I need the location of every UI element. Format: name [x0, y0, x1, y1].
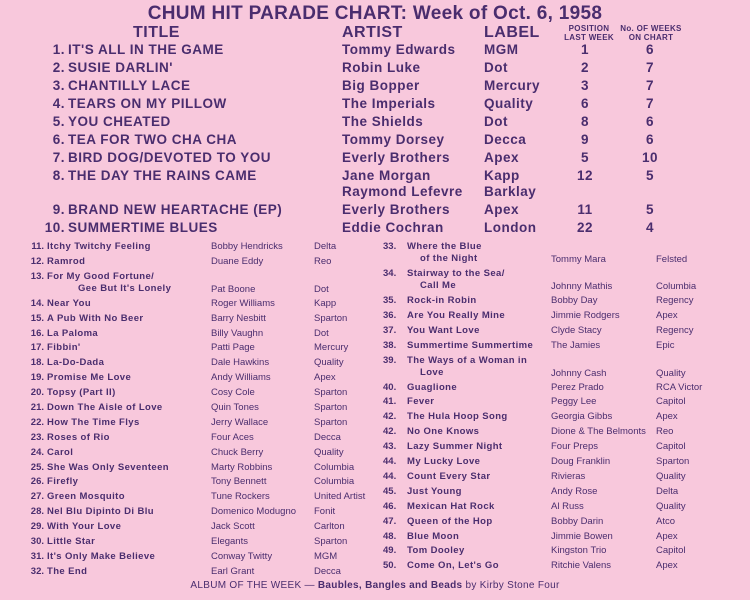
artist-name: Bobby Darin — [551, 515, 604, 527]
artist-name: Tommy Dorsey — [342, 132, 445, 147]
song-title: Near You — [47, 297, 92, 309]
song-title: TEA FOR TWO CHA CHA — [68, 132, 237, 147]
rank-number: 9. — [52, 202, 65, 217]
last-week-position: 3 — [580, 78, 589, 93]
song-title: THE DAY THE RAINS CAME — [68, 168, 257, 183]
song-title: The Hula Hoop Song — [407, 411, 508, 423]
artist-name: Eddie Cochran — [342, 220, 444, 235]
rank-number: 42. — [383, 426, 397, 438]
artist-name: Marty Robbins — [211, 461, 273, 473]
record-label: Quality — [484, 96, 534, 111]
weeks-on-chart: 4 — [645, 220, 654, 235]
artist-name: Domenico Modugno — [211, 506, 297, 518]
artist-name: Tune Rockers — [211, 491, 270, 503]
song-title: For My Good Fortune/ — [47, 270, 155, 282]
weeks-on-chart: 7 — [645, 96, 654, 111]
artist-name: Billy Vaughn — [211, 327, 264, 339]
song-title: Just Young — [407, 485, 462, 497]
artist-name: Patti Page — [211, 342, 255, 354]
record-label: Capitol — [656, 396, 686, 408]
album-of-the-week — [0, 580, 750, 591]
artist-name: Andy Williams — [211, 372, 271, 384]
artist-name: Tony Bennett — [211, 476, 267, 488]
song-title: Are You Really Mine — [407, 309, 506, 321]
song-title: A Pub With No Beer — [47, 312, 144, 324]
rank-number: 25. — [30, 461, 44, 473]
weeks-on-chart: 7 — [645, 60, 654, 75]
weeks-on-chart: 5 — [645, 168, 654, 183]
song-title-continued: Call Me — [420, 280, 457, 292]
rank-number: 6. — [52, 132, 65, 147]
rank-number: 16. — [30, 327, 44, 339]
rank-number: 1. — [52, 42, 65, 57]
artist-name: Conway Twitty — [211, 550, 273, 562]
rank-number: 28. — [30, 506, 44, 518]
last-week-position: 22 — [576, 220, 594, 235]
rank-number: 30. — [30, 536, 44, 548]
song-title: Little Star — [47, 536, 96, 548]
song-title: Summertime Summertime — [407, 339, 534, 351]
artist-name: Pat Boone — [211, 283, 256, 295]
record-label: Dot — [314, 283, 329, 295]
rank-number: 27. — [30, 491, 44, 503]
rank-number: 4. — [52, 96, 65, 111]
album-artist: by Kirby Stone Four — [465, 580, 560, 591]
song-title: Green Mosquito — [47, 491, 125, 503]
artist-name: Tommy Mara — [551, 254, 606, 266]
rank-number: 48. — [383, 530, 397, 542]
rank-number: 11. — [31, 241, 44, 252]
song-title: Roses of Rio — [47, 431, 110, 443]
song-title: The End — [47, 565, 88, 577]
song-title: Lazy Summer Night — [407, 441, 503, 453]
rank-number: 21. — [30, 402, 44, 414]
song-title: How The Time Flys — [47, 416, 140, 428]
artist-name: Barry Nesbitt — [211, 312, 266, 324]
last-week-position: 11 — [577, 202, 593, 217]
song-title: She Was Only Seventeen — [47, 461, 169, 473]
record-label: Apex — [484, 202, 520, 217]
column-title-header: TITLE — [133, 24, 180, 41]
album-prefix: ALBUM OF THE WEEK — — [190, 580, 315, 591]
rank-number: 3. — [52, 78, 65, 93]
weeks-on-chart: 6 — [645, 132, 654, 147]
column-label-header: LABEL — [484, 24, 540, 41]
column-artist-header: ARTIST — [342, 24, 403, 41]
song-title: YOU CHEATED — [68, 114, 171, 129]
song-title: La-Do-Dada — [47, 357, 105, 369]
record-label: Mercury — [484, 78, 541, 93]
song-title: CHANTILLY LACE — [68, 78, 191, 93]
artist-name: Four Preps — [551, 441, 598, 453]
song-title: Ramrod — [47, 255, 86, 267]
artist-name: Duane Eddy — [211, 255, 264, 267]
rank-number: 13. — [30, 270, 44, 282]
song-title: Fever — [407, 396, 435, 408]
song-title: The Ways of a Woman in — [407, 354, 528, 366]
rank-number: 32. — [30, 565, 44, 577]
record-label: Capitol — [656, 545, 686, 557]
song-title: Tom Dooley — [407, 545, 465, 557]
rank-number: 7. — [52, 150, 65, 165]
last-week-position: 1 — [580, 42, 589, 57]
song-title: Rock-in Robin — [407, 295, 477, 307]
record-label: Decca — [314, 565, 341, 577]
record-label: Sparton — [314, 402, 348, 414]
record-label: Quality — [656, 500, 686, 512]
artist-name: Jimmie Bowen — [551, 530, 613, 542]
artist-name: Roger Williams — [211, 297, 275, 309]
rank-number: 39. — [383, 354, 397, 366]
artist-name: Robin Luke — [342, 60, 421, 75]
rank-number: 29. — [30, 521, 44, 533]
rank-number: 5. — [52, 114, 65, 129]
rank-number: 12. — [30, 255, 44, 267]
record-label-secondary: Barklay — [484, 184, 537, 199]
record-label: Felsted — [656, 254, 688, 266]
song-title: Count Every Star — [407, 470, 491, 482]
record-label: Decca — [484, 132, 527, 147]
song-title-continued: Love — [420, 366, 444, 378]
artist-name: The Jamies — [551, 339, 601, 351]
record-label: Columbia — [314, 476, 355, 488]
song-title: SUMMERTIME BLUES — [68, 220, 218, 235]
rank-number: 26. — [30, 476, 44, 488]
song-title: Down The Aisle of Love — [47, 402, 163, 414]
artist-name: Al Russ — [551, 500, 584, 512]
rank-number: 35. — [383, 295, 397, 307]
record-label: MGM — [314, 550, 338, 562]
song-title: BRAND NEW HEARTACHE (EP) — [68, 202, 283, 217]
artist-name: Kingston Trio — [551, 545, 607, 557]
record-label: Regency — [656, 295, 694, 307]
record-label: Delta — [314, 241, 337, 252]
record-label: Sparton — [314, 312, 348, 324]
record-label: Reo — [656, 426, 674, 438]
artist-name: Johnny Cash — [551, 367, 607, 379]
rank-number: 23. — [30, 431, 44, 443]
song-title: You Want Love — [407, 324, 480, 336]
record-label: Capitol — [656, 441, 686, 453]
rank-number: 24. — [30, 446, 44, 458]
song-title: TEARS ON MY PILLOW — [68, 96, 227, 111]
record-label: Fonit — [314, 506, 336, 518]
song-title: My Lucky Love — [407, 456, 481, 468]
rank-number: 45. — [383, 485, 397, 497]
song-title: BIRD DOG/DEVOTED TO YOU — [68, 150, 272, 165]
rank-number: 49. — [383, 545, 397, 557]
rank-number: 10. — [44, 220, 65, 235]
artist-name: Jimmie Rodgers — [551, 309, 620, 321]
artist-name: Doug Franklin — [551, 456, 611, 468]
artist-name: Big Bopper — [342, 78, 420, 93]
artist-name: Andy Rose — [551, 485, 598, 497]
last-week-position: 12 — [576, 168, 594, 183]
artist-name: Peggy Lee — [551, 396, 597, 408]
record-label: Delta — [656, 485, 679, 497]
record-label: Sparton — [314, 536, 348, 548]
rank-number: 17. — [30, 342, 44, 354]
artist-name: Everly Brothers — [342, 202, 451, 217]
rank-number: 8. — [52, 168, 65, 183]
artist-name: Earl Grant — [211, 565, 255, 577]
record-label: Atco — [656, 515, 676, 527]
weeks-on-chart: 10 — [641, 150, 659, 165]
song-title: SUSIE DARLIN' — [68, 60, 173, 75]
record-label: Dot — [484, 60, 508, 75]
record-label: Apex — [314, 372, 336, 384]
record-label: Sparton — [314, 416, 348, 428]
artist-name: Perez Prado — [551, 381, 604, 393]
song-title: Itchy Twitchy Feeling — [47, 241, 151, 252]
record-label: Decca — [314, 431, 341, 443]
rank-number: 31. — [30, 550, 44, 562]
rank-number: 44. — [383, 470, 397, 482]
artist-name: Clyde Stacy — [551, 324, 602, 336]
rank-number: 44. — [383, 456, 397, 468]
rank-number: 14. — [30, 297, 44, 309]
song-title: Mexican Hat Rock — [407, 500, 495, 512]
artist-name: Four Aces — [211, 431, 254, 443]
song-title: Nel Blu Dipinto Di Blu — [47, 506, 154, 518]
record-label: Apex — [656, 530, 678, 542]
artist-name: Cosy Cole — [211, 387, 255, 399]
artist-name: The Imperials — [342, 96, 436, 111]
artist-name: Rivieras — [551, 470, 586, 482]
song-title: Blue Moon — [407, 530, 460, 542]
song-title: Topsy (Part II) — [47, 387, 116, 399]
song-title-continued: of the Night — [420, 253, 478, 265]
last-week-position: 6 — [580, 96, 589, 111]
last-week-position: 5 — [580, 150, 589, 165]
column-position-header: POSITION LAST WEEK — [564, 24, 614, 42]
song-title: Stairway to the Sea/ — [407, 268, 505, 279]
record-label: Sparton — [656, 456, 690, 468]
rank-number: 46. — [383, 500, 397, 512]
record-label: Quality — [314, 357, 344, 369]
record-label: Epic — [656, 339, 675, 351]
record-label: Regency — [656, 324, 694, 336]
record-label: Mercury — [314, 342, 349, 354]
song-title: Fibbin' — [47, 342, 81, 354]
song-title: Carol — [47, 446, 74, 458]
weeks-on-chart: 6 — [645, 42, 654, 57]
artist-name: Georgia Gibbs — [551, 411, 613, 423]
record-label: Apex — [656, 560, 678, 572]
artist-name: Everly Brothers — [342, 150, 451, 165]
artist-name: Tommy Edwards — [342, 42, 456, 57]
record-label: Dot — [314, 327, 329, 339]
song-title: Firefly — [47, 476, 79, 488]
artist-name: Chuck Berry — [211, 446, 264, 458]
rank-number: 50. — [383, 560, 397, 572]
album-title: Baubles, Bangles and Beads — [317, 580, 463, 591]
artist-name: Ritchie Valens — [551, 560, 612, 572]
rank-number: 15. — [30, 312, 44, 324]
rank-number: 36. — [383, 309, 397, 321]
record-label: London — [484, 220, 537, 235]
song-title: It's Only Make Believe — [47, 550, 156, 562]
record-label: Quality — [314, 446, 344, 458]
rank-number: 34. — [383, 268, 397, 279]
record-label: Reo — [314, 255, 332, 267]
record-label: Columbia — [656, 281, 697, 293]
rank-number: 2. — [52, 60, 65, 75]
record-label: RCA Victor — [656, 381, 703, 393]
record-label: Carlton — [314, 521, 345, 533]
last-week-position: 9 — [580, 132, 589, 147]
record-label: Sparton — [314, 387, 348, 399]
song-title: Queen of the Hop — [407, 515, 493, 527]
page-title: CHUM HIT PARADE CHART: Week of Oct. 6, 1958 — [147, 3, 603, 24]
rank-number: 40. — [383, 381, 397, 393]
artist-name: Jane Morgan — [342, 168, 431, 183]
artist-name: Bobby Hendricks — [211, 241, 283, 252]
record-label: Kapp — [314, 297, 337, 309]
record-label: Dot — [484, 114, 508, 129]
rank-number: 37. — [383, 324, 397, 336]
record-label: MGM — [484, 42, 519, 57]
record-label: Apex — [656, 411, 678, 423]
song-title: IT'S ALL IN THE GAME — [68, 42, 224, 57]
artist-name: Elegants — [211, 536, 248, 548]
weeks-on-chart: 6 — [645, 114, 654, 129]
artist-name: Dale Hawkins — [211, 357, 270, 369]
column-weeks-header: No. OF WEEKS ON CHART — [620, 24, 682, 42]
song-title: Where the Blue — [407, 241, 482, 252]
song-title: Guaglione — [407, 381, 458, 393]
rank-number: 19. — [30, 372, 44, 384]
artist-name: Jerry Wallace — [211, 416, 269, 428]
song-title: Come On, Let's Go — [407, 560, 499, 572]
last-week-position: 8 — [580, 114, 589, 129]
song-title: La Paloma — [47, 327, 99, 339]
artist-name: Quin Tones — [211, 402, 259, 414]
rank-number: 47. — [383, 515, 397, 527]
record-label: Quality — [656, 367, 686, 379]
artist-name: Johnny Mathis — [551, 281, 613, 293]
rank-number: 43. — [383, 441, 397, 453]
last-week-position: 2 — [580, 60, 589, 75]
song-title: No One Knows — [407, 426, 480, 438]
song-title: Promise Me Love — [47, 372, 132, 384]
record-label: Columbia — [314, 461, 355, 473]
artist-name: The Shields — [342, 114, 424, 129]
artist-name: Jack Scott — [211, 521, 255, 533]
rank-number: 42. — [383, 411, 397, 423]
weeks-on-chart: 5 — [645, 202, 654, 217]
record-label: Apex — [484, 150, 520, 165]
record-label: Kapp — [484, 168, 520, 183]
song-title: With Your Love — [47, 521, 122, 533]
song-title-continued: Gee But It's Lonely — [78, 283, 172, 295]
record-label: Quality — [656, 470, 686, 482]
record-label: Apex — [656, 309, 678, 321]
rank-number: 22. — [30, 416, 44, 428]
weeks-on-chart: 7 — [645, 78, 654, 93]
artist-name: Dione & The Belmonts — [551, 426, 646, 438]
record-label: United Artist — [314, 491, 366, 503]
rank-number: 41. — [383, 396, 397, 408]
artist-name-secondary: Raymond Lefevre — [342, 184, 463, 199]
rank-number: 33. — [383, 241, 397, 252]
artist-name: Bobby Day — [551, 295, 598, 307]
rank-number: 38. — [383, 339, 397, 351]
rank-number: 20. — [30, 387, 44, 399]
rank-number: 18. — [30, 357, 44, 369]
